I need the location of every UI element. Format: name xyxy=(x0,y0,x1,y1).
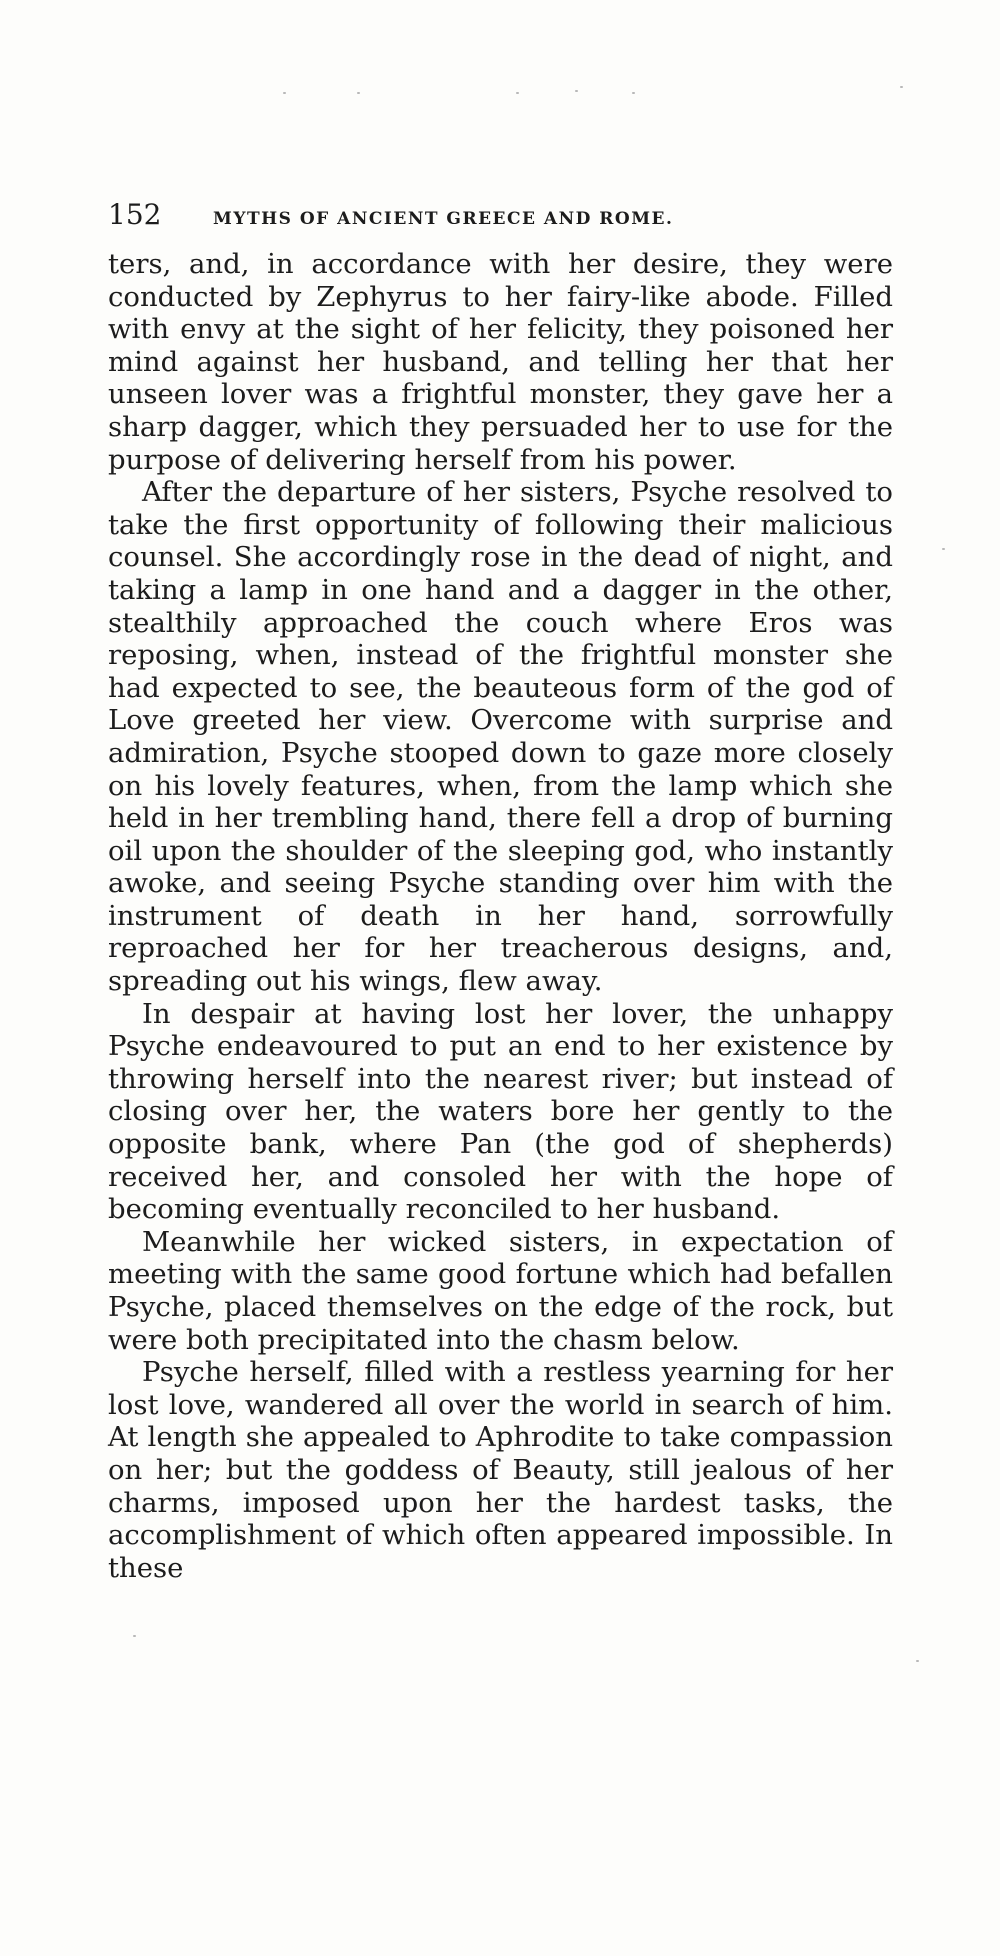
scan-speck xyxy=(133,1635,136,1637)
body-text xyxy=(108,248,893,1584)
scan-speck xyxy=(942,548,945,550)
running-title: MYTHS OF ANCIENT GREECE AND ROME. xyxy=(213,209,674,229)
scan-speck xyxy=(283,92,286,94)
scan-speck xyxy=(357,92,360,94)
paragraph: Psyche herself, filled with a restless yearning for her lost love, wandered all over the world in search of him. At length she appealed to Aphrodite to take compassion on her; but the goddess of Beauty, still jealous of her charms, imposed upon her the hardest tasks, the accomplishment of which often appeared impossible. In these xyxy=(108,1356,893,1584)
scan-speck xyxy=(632,92,635,94)
scan-speck xyxy=(516,92,519,94)
paragraph: In despair at having lost her lover, the unhappy Psyche endeavoured to put an end to her existence by throwing herself into the nearest river; but instead of closing over her, the waters bore her gently to the opposite bank, where Pan (the god of shepherds) received her, and consoled her with the hope of becoming eventually reconciled to her husband. xyxy=(108,997,893,1226)
paragraph: Meanwhile her wicked sisters, in expectation of meeting with the same good fortune which had befallen Psyche, placed themselves on the edge of the rock, but were both precipitated into the chasm below. xyxy=(108,1225,893,1356)
page-number: 152 xyxy=(108,198,162,231)
paragraph: ters, and, in accordance with her desire, they were conducted by Zephyrus to her fairy-like abode. Filled with envy at the sight of her felicity, they poisoned her mind against her husband, and telling her that her unseen lover was a frightful monster, they gave her a sharp dagger, which they persuaded her to use for the purpose of delivering herself from his power. xyxy=(108,248,893,476)
book-page xyxy=(108,198,893,1584)
scan-speck xyxy=(900,86,903,88)
page-header xyxy=(108,198,893,248)
scan-speck xyxy=(916,1660,919,1662)
paragraph: After the departure of her sisters, Psyche resolved to take the first opportunity of following their malicious counsel. She accordingly rose in the dead of night, and taking a lamp in one hand and a dagger in the other, stealthily approached the couch where Eros was reposing, when, instead of the frightful monster she had expected to see, the beauteous form of the god of Love greeted her view. Overcome with surprise and admiration, Psyche stooped down to gaze more closely on his lovely features, when, from the lamp which she held in her trembling hand, there fell a drop of burning oil upon the shoulder of the sleeping god, who instantly awoke, and seeing Psyche standing over him with the instrument of death in her hand, sorrowfully reproached her for her treacherous designs, and, spreading out his wings, flew away. xyxy=(108,476,893,998)
scan-speck xyxy=(575,90,578,92)
